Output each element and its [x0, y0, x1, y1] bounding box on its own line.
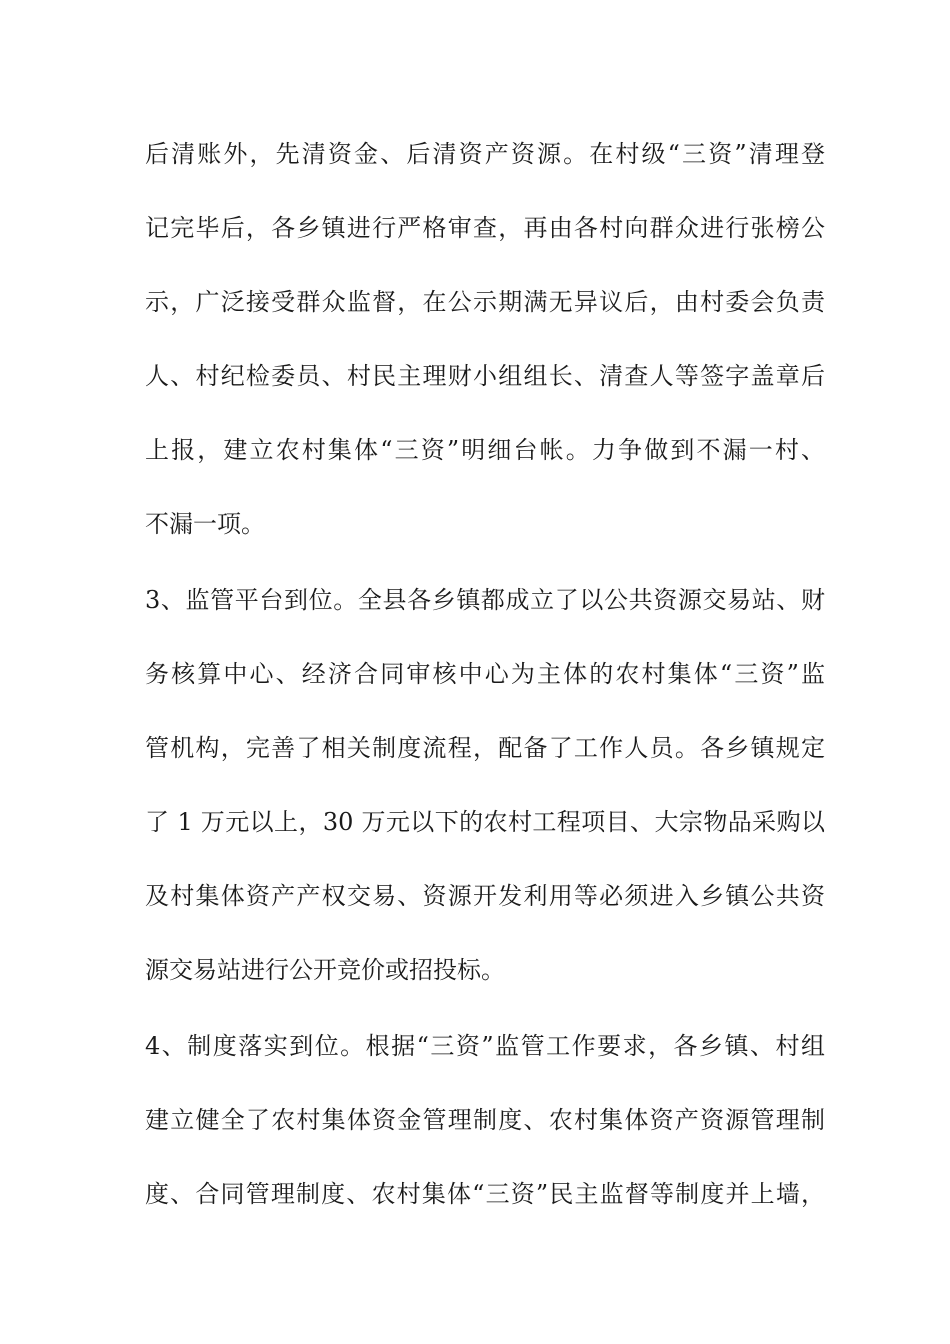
text-line: 了 1 万元以上，30 万元以下的农村工程项目、大宗物品采购以 [145, 808, 825, 836]
text-line: 度、合同管理制度、农村集体“三资”民主监督等制度并上墙， [145, 1180, 825, 1208]
text-line: 管机构，完善了相关制度流程，配备了工作人员。各乡镇规定 [145, 734, 825, 762]
text-line: 人、村纪检委员、村民主理财小组组长、清查人等签字盖章后 [145, 362, 825, 390]
text-line: 建立健全了农村集体资金管理制度、农村集体资产资源管理制 [145, 1106, 825, 1134]
text-line: 4、制度落实到位。根据“三资”监管工作要求，各乡镇、村组 [145, 1032, 825, 1060]
text-line: 示，广泛接受群众监督，在公示期满无异议后，由村委会负责 [145, 288, 825, 316]
text-line: 源交易站进行公开竞价或招投标。 [145, 956, 505, 984]
text-line: 3、监管平台到位。全县各乡镇都成立了以公共资源交易站、财 [145, 586, 825, 614]
text-line: 记完毕后，各乡镇进行严格审查，再由各村向群众进行张榜公 [145, 214, 825, 242]
text-line: 务核算中心、经济合同审核中心为主体的农村集体“三资”监 [145, 660, 825, 688]
text-line: 上报，建立农村集体“三资”明细台帐。力争做到不漏一村、 [145, 436, 825, 464]
text-line: 后清账外，先清资金、后清资产资源。在村级“三资”清理登 [145, 140, 825, 168]
text-line: 不漏一项。 [145, 510, 265, 538]
text-line: 及村集体资产产权交易、资源开发利用等必须进入乡镇公共资 [145, 882, 825, 910]
